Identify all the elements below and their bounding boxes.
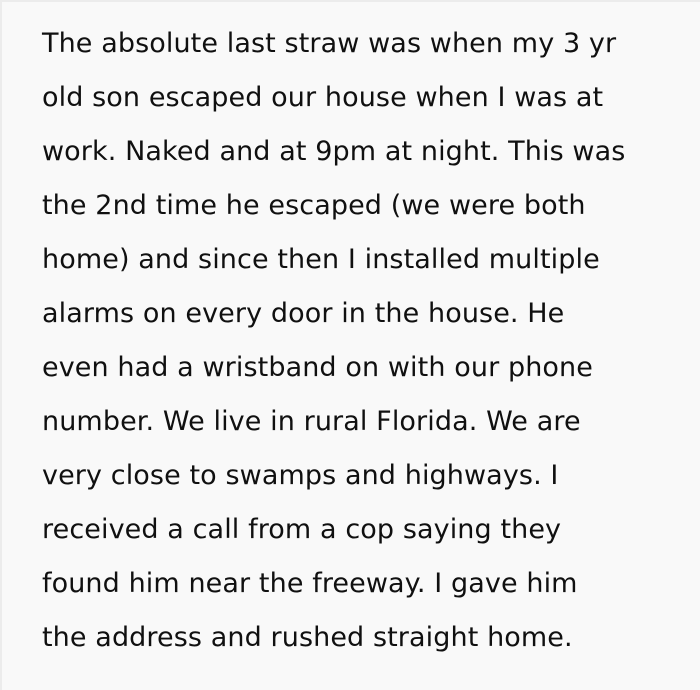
text-line: home) and since then I installed multiple <box>42 244 600 275</box>
text-line: received a call from a cop saying they <box>42 514 562 545</box>
text-line: The absolute last straw was when my 3 yr <box>42 28 617 59</box>
text-line: old son escaped our house when I was at <box>42 82 604 113</box>
text-line: found him near the freeway. I gave him <box>42 568 578 599</box>
text-line: even had a wristband on with our phone <box>42 352 593 383</box>
text-line: very close to swamps and highways. I <box>42 460 559 491</box>
text-line: the address and rushed straight home. <box>42 622 573 653</box>
text-line: number. We live in rural Florida. We are <box>42 406 581 437</box>
text-line: the 2nd time he escaped (we were both <box>42 190 586 221</box>
text-line: alarms on every door in the house. He <box>42 298 565 329</box>
text-line: work. Naked and at 9pm at night. This was <box>42 136 626 167</box>
